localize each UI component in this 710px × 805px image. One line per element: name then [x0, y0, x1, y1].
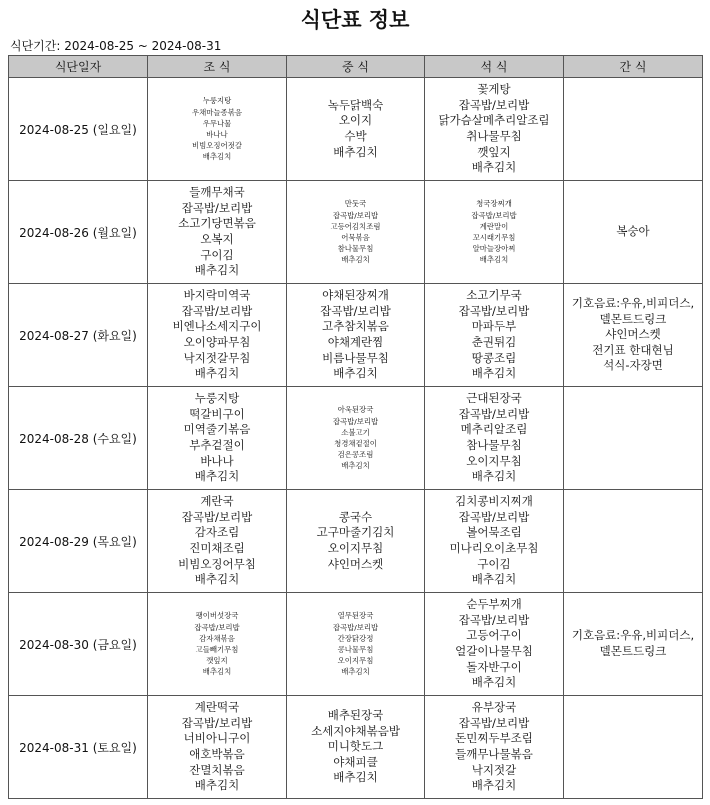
meal-date: 2024-08-28 (수요일)	[9, 387, 148, 490]
snack-item: 샤인머스켓	[605, 327, 661, 342]
table-row	[9, 593, 703, 696]
meal-date: 2024-08-30 (금요일)	[9, 593, 148, 696]
breakfast-item: 계란떡국	[194, 700, 240, 715]
snack-cell	[564, 490, 703, 593]
dinner-item: 참나물무침	[466, 438, 522, 452]
header-breakfast: 조 식	[148, 56, 287, 78]
breakfast-item: 들깨무채국	[189, 185, 245, 200]
breakfast-item: 감자채볶음	[199, 633, 235, 643]
breakfast-item: 진미채조림	[189, 541, 245, 555]
breakfast-item: 누룽지탕	[194, 391, 240, 406]
lunch-cell	[287, 490, 425, 593]
dinner-item: 잡곡밥/보리밥	[458, 97, 530, 112]
dinner-item: 잡곡밥/보리밥	[458, 509, 530, 524]
lunch-item: 소불고기	[341, 427, 370, 437]
lunch-item: 오이지무침	[327, 541, 384, 555]
breakfast-item: 팽이버섯장국	[195, 611, 239, 621]
lunch-cell	[287, 593, 425, 696]
breakfast-item: 배추김치	[194, 778, 240, 793]
dinner-item: 순두부찌개	[466, 597, 522, 612]
breakfast-item: 잡곡밥/보리밥	[194, 622, 240, 632]
dinner-item: 춘권튀김	[471, 335, 517, 349]
lunch-item: 청경채겉절이	[334, 439, 377, 448]
breakfast-item: 낙지젓갈무침	[183, 350, 251, 365]
meal-date: 2024-08-27 (화요일)	[9, 284, 148, 387]
breakfast-item: 너비아니구이	[183, 731, 251, 746]
dinner-item: 돌자반구이	[466, 659, 522, 674]
table-row	[9, 181, 703, 284]
breakfast-item: 잡곡밥/보리밥	[181, 303, 253, 318]
lunch-item: 아욱된장국	[337, 405, 374, 415]
lunch-item: 잡곡밥/보리밥	[332, 622, 379, 632]
lunch-item: 잡곡밥/보리밥	[320, 303, 391, 318]
lunch-item: 콩나물무침	[337, 645, 374, 654]
breakfast-cell	[148, 490, 287, 593]
breakfast-cell	[148, 387, 287, 490]
lunch-item: 배추김치	[333, 366, 378, 381]
dinner-item: 배추김치	[471, 778, 517, 793]
dinner-item: 낙지젓갈	[471, 762, 517, 777]
dinner-item: 고등어구이	[466, 628, 522, 643]
lunch-item: 야채된장찌개	[322, 288, 389, 303]
dinner-item: 배추김치	[471, 160, 517, 175]
breakfast-item: 잡곡밥/보리밥	[181, 715, 253, 730]
dinner-cell	[425, 284, 564, 387]
header-dinner: 석 식	[425, 56, 564, 78]
dinner-item: 잡곡밥/보리밥	[458, 715, 530, 730]
lunch-item: 열무된장국	[337, 611, 374, 621]
dinner-item: 들깨무나물볶음	[455, 747, 533, 761]
dinner-item: 알마늘장아찌	[472, 244, 516, 254]
dinner-item: 오이지무침	[466, 453, 522, 468]
meal-date: 2024-08-26 (월요일)	[9, 181, 148, 284]
breakfast-item: 비빔오징어무침	[178, 556, 256, 571]
dinner-item: 볼어묵조림	[466, 525, 522, 540]
breakfast-item: 배추김치	[202, 152, 232, 162]
lunch-item: 소세지야채볶음밥	[311, 723, 400, 738]
breakfast-item: 미역줄기볶음	[183, 422, 251, 437]
dinner-item: 배추김치	[471, 469, 517, 484]
breakfast-item: 바지락미역국	[183, 288, 251, 303]
lunch-item: 수박	[344, 129, 367, 143]
snack-cell	[564, 181, 703, 284]
dinner-item: 취나물무침	[466, 129, 522, 143]
breakfast-item: 잔멸치볶음	[189, 762, 245, 777]
breakfast-cell	[148, 181, 287, 284]
dinner-cell	[425, 78, 564, 181]
lunch-item: 참나물무침	[337, 244, 374, 254]
snack-cell	[564, 696, 703, 799]
breakfast-item: 누룽지탕	[202, 96, 232, 106]
header-lunch: 중 식	[287, 56, 425, 78]
lunch-item: 야채계란찜	[327, 335, 384, 349]
snack-cell	[564, 78, 703, 181]
lunch-item: 배추김치	[333, 144, 378, 159]
breakfast-item: 잡곡밥/보리밥	[181, 509, 253, 524]
breakfast-item: 감자조림	[194, 525, 240, 540]
table-row	[9, 490, 703, 593]
lunch-item: 배추김치	[341, 667, 370, 677]
lunch-item: 배추김치	[341, 461, 370, 471]
lunch-item: 고추참치볶음	[322, 319, 389, 334]
breakfast-item: 우채마늘종볶음	[192, 107, 242, 117]
table-row	[9, 387, 703, 490]
breakfast-item: 배추김치	[202, 667, 232, 677]
lunch-item: 검은콩조림	[337, 450, 374, 460]
dinner-item: 땅콩조림	[471, 350, 517, 365]
dinner-cell	[425, 696, 564, 799]
dinner-item: 김치콩비지찌개	[455, 494, 533, 509]
dinner-item: 돈민찌두부조림	[455, 731, 533, 746]
breakfast-item: 바나나	[200, 453, 234, 468]
dinner-item: 얼갈이나물무침	[455, 644, 533, 658]
dinner-item: 꽃게탕	[477, 82, 511, 97]
dinner-item: 잡곡밥/보리밥	[458, 303, 530, 318]
breakfast-item: 비빔오징어젓갈	[192, 141, 242, 151]
breakfast-item: 소고기당면볶음	[178, 216, 256, 231]
lunch-cell	[287, 284, 425, 387]
meal-period: 식단기간: 2024-08-25 ~ 2024-08-31	[10, 39, 222, 53]
dinner-item: 깻잎지	[477, 144, 511, 159]
snack-item: 전기표 한대현님	[592, 342, 674, 357]
breakfast-item: 배추김치	[194, 572, 240, 587]
lunch-item: 어묵볶음	[341, 233, 370, 242]
dinner-item: 미나리오이초무침	[449, 541, 539, 555]
snack-item: 기호음료:우유,비피더스,	[571, 296, 695, 311]
breakfast-cell	[148, 78, 287, 181]
lunch-item: 샤인머스켓	[327, 556, 384, 571]
dinner-item: 잡곡밥/보리밥	[458, 612, 530, 627]
snack-item: 델몬트드링크	[599, 644, 667, 658]
breakfast-cell	[148, 696, 287, 799]
table-row	[9, 284, 703, 387]
dinner-item: 근대된장국	[466, 391, 522, 406]
snack-item: 기호음료:우유,비피더스,	[571, 628, 695, 643]
breakfast-item: 우무나물	[202, 118, 232, 128]
breakfast-item: 오복지	[200, 232, 234, 246]
lunch-item: 배추김치	[341, 255, 370, 265]
breakfast-item: 애호박볶음	[189, 747, 245, 761]
lunch-cell	[287, 78, 425, 181]
dinner-item: 소고기무국	[466, 288, 522, 303]
snack-item: 델몬트드링크	[599, 311, 667, 326]
lunch-item: 간장닭강정	[337, 633, 374, 643]
dinner-cell	[425, 490, 564, 593]
lunch-item: 고등어김치조림	[330, 221, 381, 231]
breakfast-item: 부추겉절이	[189, 438, 245, 452]
snack-cell	[564, 284, 703, 387]
lunch-cell	[287, 696, 425, 799]
breakfast-item: 잡곡밥/보리밥	[181, 200, 253, 215]
lunch-item: 오이지무침	[337, 656, 374, 666]
dinner-item: 꼬시래기무침	[472, 233, 516, 242]
snack-cell	[564, 387, 703, 490]
dinner-item: 구이김	[477, 556, 511, 571]
breakfast-item: 오이양파무침	[183, 335, 251, 349]
breakfast-item: 계란국	[200, 494, 234, 509]
breakfast-item: 구이김	[200, 247, 234, 262]
meal-date: 2024-08-31 (토요일)	[9, 696, 148, 799]
lunch-item: 녹두닭백숙	[327, 97, 384, 112]
lunch-item: 야채피클	[333, 754, 378, 769]
dinner-item: 메추리알조림	[460, 422, 528, 437]
snack-item: 석식-자장면	[603, 358, 663, 373]
header-date: 식단일자	[9, 56, 148, 78]
dinner-item: 마파두부	[471, 319, 517, 334]
dinner-item: 청국장찌개	[476, 199, 512, 209]
dinner-item: 배추김치	[471, 675, 517, 690]
dinner-item: 유부장국	[471, 700, 517, 715]
lunch-item: 잡곡밥/보리밥	[332, 210, 379, 220]
breakfast-cell	[148, 284, 287, 387]
lunch-item: 배추김치	[333, 770, 378, 785]
dinner-item: 닭가슴살메추리알조림	[438, 113, 550, 128]
table-row	[9, 696, 703, 799]
breakfast-item: 바나나	[206, 130, 228, 139]
breakfast-item: 배추김치	[194, 366, 240, 381]
table-row	[9, 78, 703, 181]
dinner-cell	[425, 387, 564, 490]
page-title: 식단표 정보	[300, 8, 410, 32]
snack-cell	[564, 593, 703, 696]
lunch-item: 미니핫도그	[327, 739, 384, 754]
breakfast-cell	[148, 593, 287, 696]
meal-table	[8, 55, 703, 799]
dinner-item: 잡곡밥/보리밥	[458, 406, 530, 421]
lunch-item: 비름나물무침	[322, 350, 389, 365]
dinner-item: 배추김치	[479, 255, 509, 265]
breakfast-item: 배추김치	[194, 263, 240, 278]
lunch-cell	[287, 387, 425, 490]
lunch-item: 콩국수	[338, 509, 373, 524]
snack-item: 복숭아	[616, 224, 650, 239]
breakfast-item: 고들빼기무침	[195, 645, 239, 654]
lunch-item: 고구마줄기김치	[316, 525, 395, 540]
lunch-cell	[287, 181, 425, 284]
breakfast-item: 떡갈비구이	[189, 406, 245, 421]
dinner-cell	[425, 593, 564, 696]
lunch-item: 잡곡밥/보리밥	[332, 416, 379, 426]
breakfast-item: 비엔나소세지구이	[172, 319, 262, 334]
lunch-item: 배추된장국	[327, 708, 384, 723]
dinner-item: 잡곡밥/보리밥	[471, 210, 517, 220]
dinner-cell	[425, 181, 564, 284]
breakfast-item: 배추김치	[194, 469, 240, 484]
dinner-item: 계란말이	[479, 221, 509, 231]
meal-date: 2024-08-29 (목요일)	[9, 490, 148, 593]
breakfast-item: 깻잎지	[206, 656, 228, 666]
dinner-item: 배추김치	[471, 572, 517, 587]
header-snack: 간 식	[564, 56, 703, 78]
lunch-item: 오이지	[338, 113, 373, 128]
meal-date: 2024-08-25 (일요일)	[9, 78, 148, 181]
lunch-item: 만둣국	[344, 199, 367, 209]
dinner-item: 배추김치	[471, 366, 517, 381]
